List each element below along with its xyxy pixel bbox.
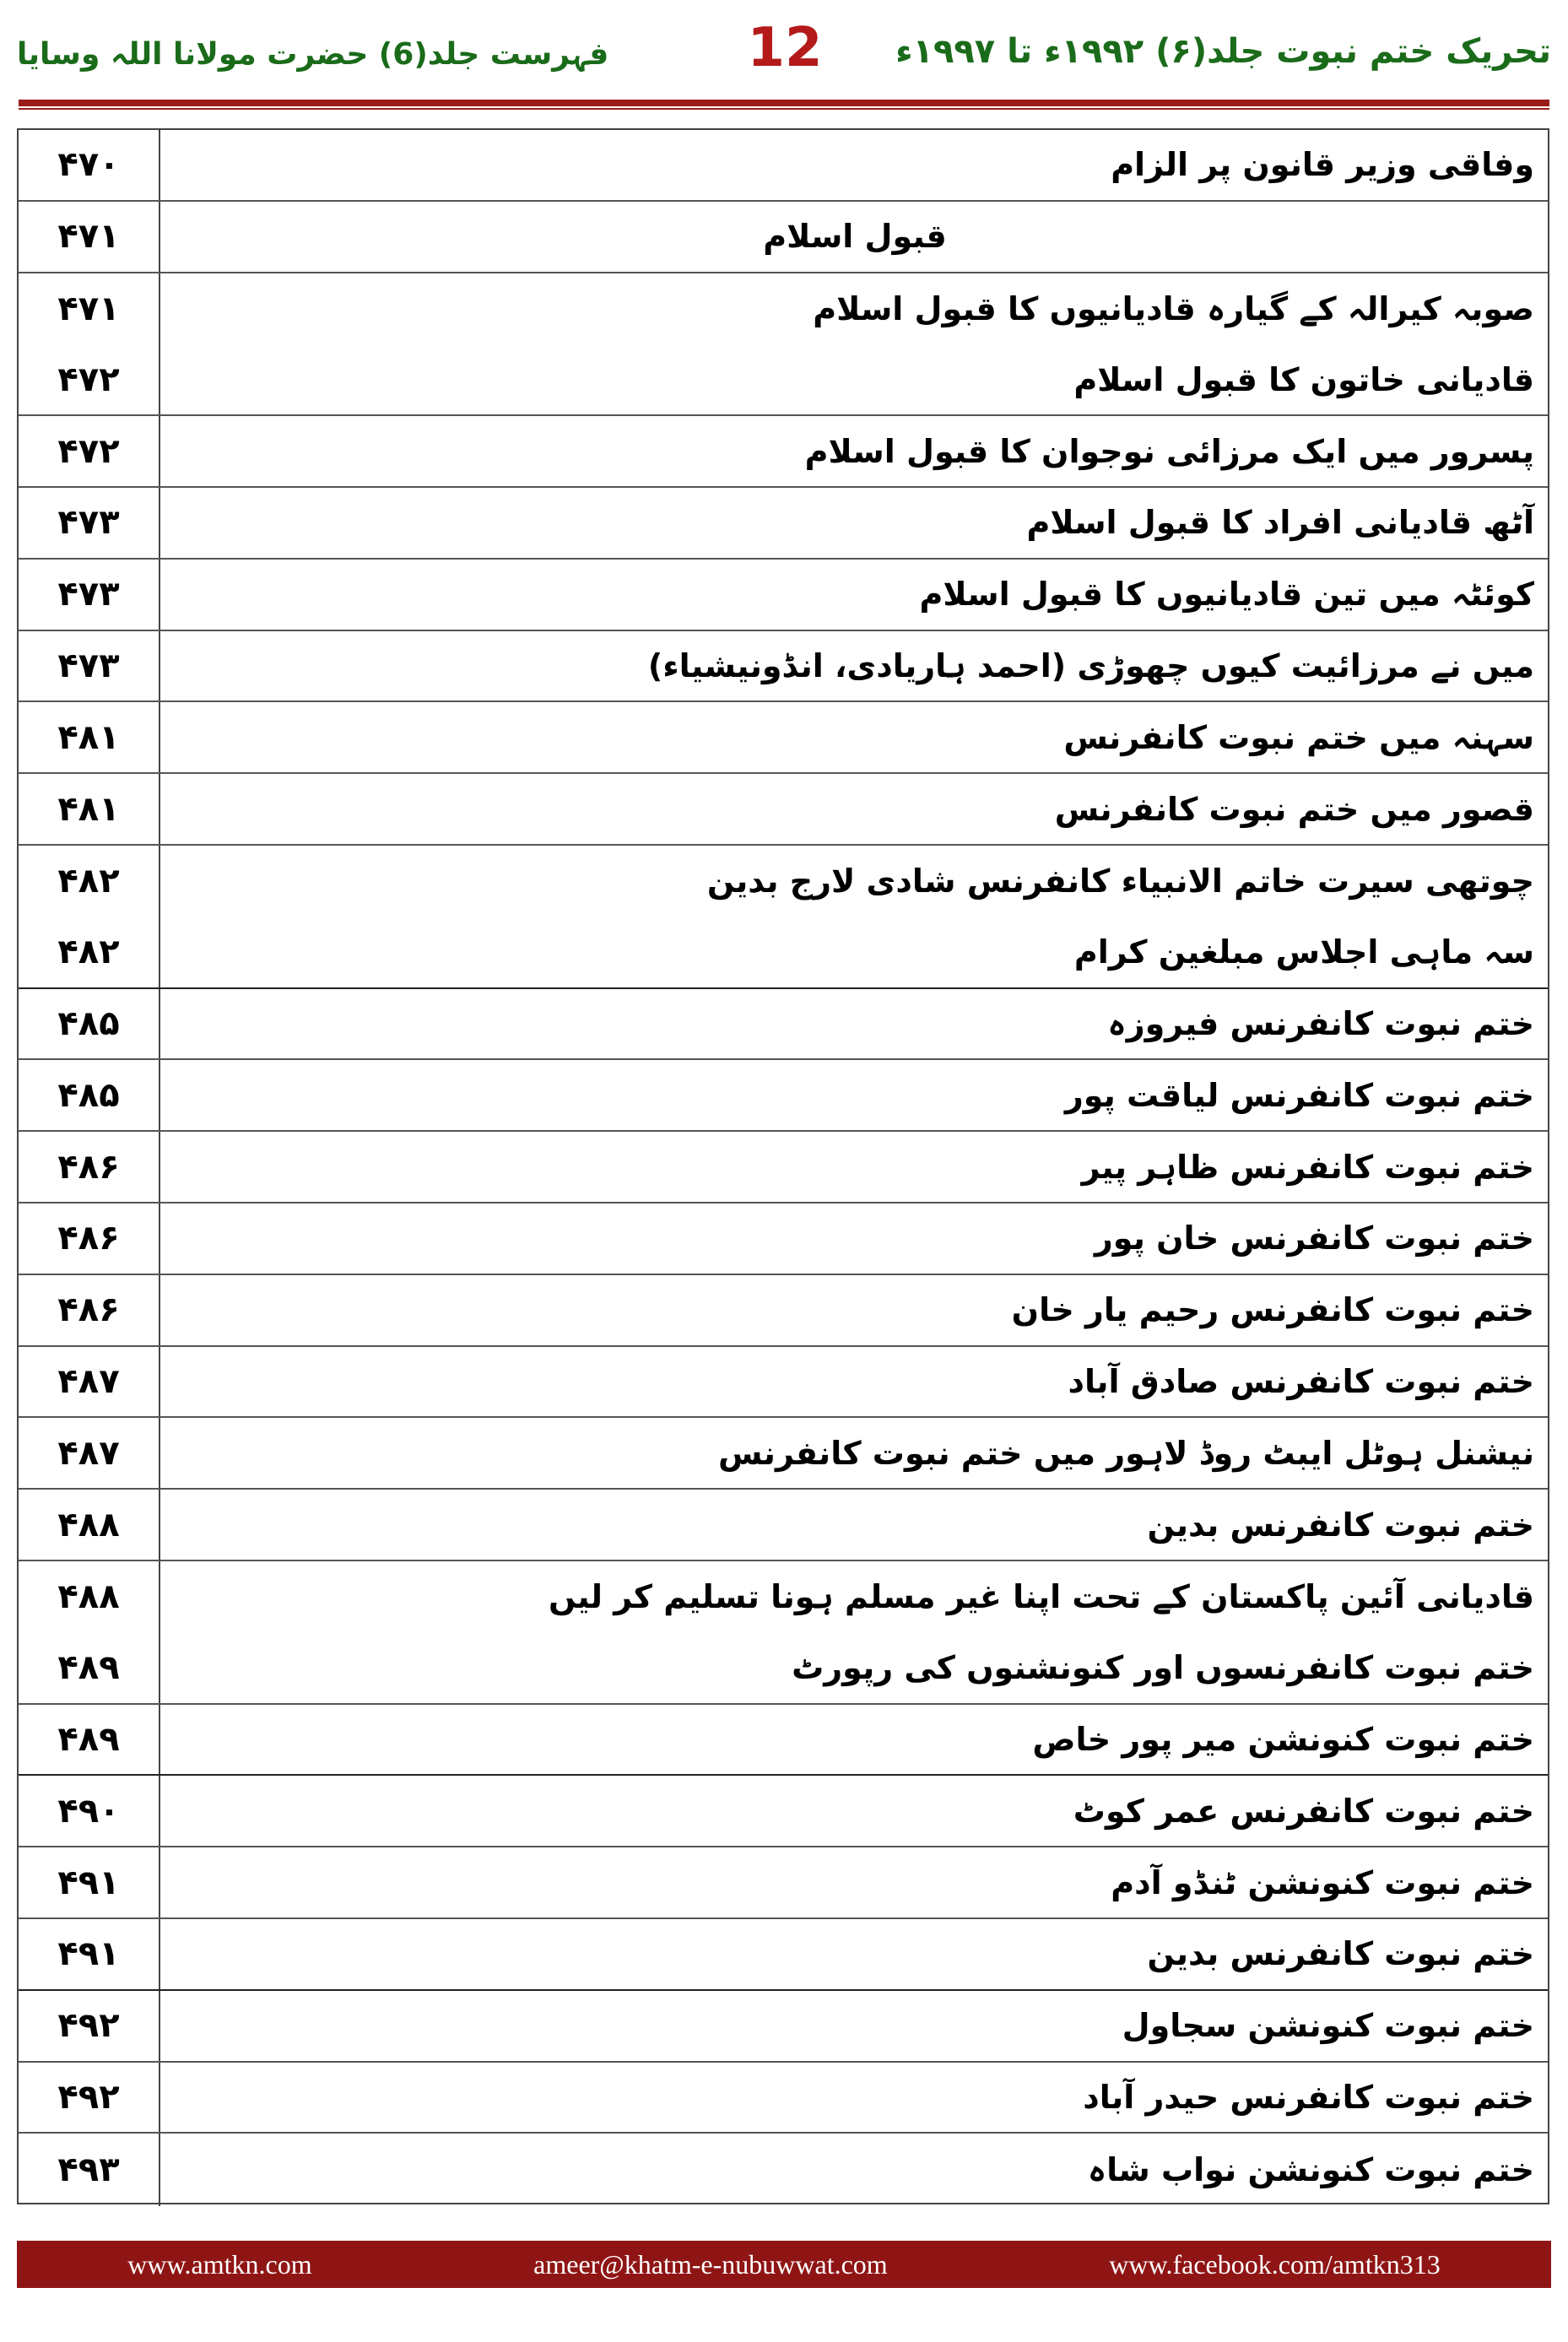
toc-row: [19, 1847, 1548, 1919]
toc-page: ۴۷۳: [57, 575, 120, 614]
toc-page: ۴۸۵: [57, 1075, 120, 1115]
toc-row: [19, 631, 1548, 703]
page-footer: [17, 2241, 1551, 2288]
toc-row: [19, 2063, 1548, 2134]
toc-row: [19, 344, 1548, 416]
toc-title: ختم نبوت کانفرنس ظاہر پیر: [1081, 1148, 1534, 1186]
toc-page: ۴۹۱: [57, 1934, 120, 1974]
toc-page: ۴۸۷: [57, 1433, 120, 1473]
toc-row: [19, 917, 1548, 989]
toc-title: سہ ماہی اجلاس مبلغین کرام: [1073, 933, 1534, 971]
facebook-link[interactable]: www.facebook.com/amtkn313: [1109, 2248, 1441, 2280]
toc-page: ۴۸۶: [57, 1290, 120, 1330]
toc-page: ۴۷۳: [57, 503, 120, 543]
toc-row: [19, 1776, 1548, 1847]
toc-page: ۴۸۲: [57, 862, 120, 901]
toc-page: ۴۸۵: [57, 1003, 120, 1043]
toc-title: ختم نبوت کانفرنس صادق آباد: [1068, 1362, 1534, 1400]
toc-row: [19, 1490, 1548, 1561]
page-number: 12: [747, 17, 823, 79]
toc-title: ختم نبوت کنونشن میر پور خاص: [1032, 1720, 1534, 1758]
toc-row: [19, 774, 1548, 846]
toc-row: [19, 1633, 1548, 1705]
toc-title: ختم نبوت کانفرنس عمر کوٹ: [1073, 1792, 1534, 1830]
toc-page: ۴۸۸: [57, 1577, 120, 1617]
toc-title: وفاقی وزیر قانون پر الزام: [1111, 146, 1534, 184]
toc-row: [19, 2134, 1548, 2205]
toc-page: ۴۹۱: [57, 1863, 120, 1902]
toc-page: ۴۸۶: [57, 1147, 120, 1187]
book-title: تحریک ختم نبوت جلد(۶) ۱۹۹۲ء تا ۱۹۹۷ء: [895, 32, 1551, 71]
toc-page: ۴۸۱: [57, 789, 120, 829]
toc-title: صوبہ کیرالہ کے گیارہ قادیانیوں کا قبول اسلام: [813, 289, 1534, 327]
toc-page: ۴۹۳: [57, 2150, 120, 2189]
toc-row: [19, 1705, 1548, 1777]
toc-row: [19, 1132, 1548, 1203]
toc-title: ختم نبوت کانفرنس حیدر آباد: [1083, 2078, 1534, 2116]
toc-title: ختم نبوت کنونشن ٹنڈو آدم: [1111, 1863, 1534, 1901]
toc-page: ۴۷۱: [57, 217, 120, 257]
toc-row: [19, 488, 1548, 560]
toc-page: ۴۹۲: [57, 2006, 120, 2046]
website-link[interactable]: www.amtkn.com: [127, 2248, 312, 2280]
toc-title: کوئٹہ میں تین قادیانیوں کا قبول اسلام: [919, 576, 1534, 614]
toc-row: [19, 1919, 1548, 1991]
toc-title: ختم نبوت کانفرنس بدین: [1147, 1935, 1534, 1973]
toc-title: چوتھی سیرت خاتم الانبیاء کانفرنس شادی لارج بدین: [706, 863, 1534, 901]
email-link[interactable]: ameer@khatm-e-nubuwwat.com: [533, 2248, 888, 2280]
toc-page: ۴۸۸: [57, 1505, 120, 1544]
toc-title: ختم نبوت کانفرنس رحیم یار خان: [1011, 1291, 1534, 1329]
header-rule-thick: [19, 100, 1549, 106]
toc-page: ۴۷۲: [57, 431, 120, 471]
toc-title: ختم نبوت کنونشن سجاول: [1122, 2007, 1534, 2045]
toc-page: ۴۷۱: [57, 289, 120, 328]
toc-page: ۴۸۱: [57, 717, 120, 757]
page-header: [0, 0, 1568, 101]
toc-title: قصور میں ختم نبوت کانفرنس: [1054, 790, 1534, 828]
toc-title: نیشنل ہوٹل ایبٹ روڈ لاہور میں ختم نبوت کانفرنس: [717, 1434, 1534, 1472]
toc-title: ختم نبوت کانفرنس خان پور: [1094, 1220, 1534, 1258]
toc-title: ختم نبوت کانفرنس بدین: [1147, 1506, 1534, 1544]
toc-row: [19, 846, 1548, 917]
toc-page: ۴۸۲: [57, 933, 120, 972]
toc-row: [19, 989, 1548, 1061]
toc-row: [19, 1275, 1548, 1347]
toc-title: ختم نبوت کانفرنسوں اور کنونشنوں کی رپورٹ: [792, 1649, 1534, 1687]
toc-page: ۴۷۳: [57, 646, 120, 685]
table-of-contents: [17, 128, 1549, 2204]
toc-page: ۴۸۶: [57, 1219, 120, 1258]
index-title: فہرست جلد(6) حضرت مولانا اللہ وسایا: [17, 37, 609, 72]
toc-row: [19, 416, 1548, 488]
toc-row: [19, 1991, 1548, 2063]
toc-page: ۴۷۰: [57, 145, 120, 185]
toc-page: ۴۸۹: [57, 1719, 120, 1759]
toc-title: قادیانی آئین پاکستان کے تحت اپنا غیر مسلم ہونا تسلیم کر لیں: [549, 1578, 1534, 1616]
toc-row: [19, 560, 1548, 631]
toc-row: [19, 1347, 1548, 1419]
toc-title: سہنہ میں ختم نبوت کانفرنس: [1063, 718, 1534, 756]
header-rule-thin: [19, 108, 1549, 110]
toc-title: ختم نبوت کانفرنس فیروزہ: [1107, 1004, 1534, 1042]
toc-row: [19, 1060, 1548, 1132]
toc-row: [19, 1418, 1548, 1490]
toc-row: [19, 702, 1548, 774]
toc-title: قادیانی خاتون کا قبول اسلام: [1073, 360, 1534, 398]
toc-section-heading: قبول اسلام: [763, 218, 947, 256]
toc-page: ۴۸۷: [57, 1361, 120, 1401]
toc-page: ۴۷۲: [57, 360, 120, 399]
toc-title: میں نے مرزائیت کیوں چھوڑی (احمد ہاریادی، انڈونیشیاء): [647, 646, 1534, 684]
toc-title: ختم نبوت کنونشن نواب شاہ: [1087, 2150, 1534, 2188]
toc-row: [19, 1203, 1548, 1275]
toc-page: ۴۸۹: [57, 1648, 120, 1688]
toc-row: [19, 1561, 1548, 1633]
toc-title: آٹھ قادیانی افراد کا قبول اسلام: [1026, 504, 1534, 542]
toc-title: پسرور میں ایک مرزائی نوجوان کا قبول اسلام: [804, 432, 1534, 470]
toc-page: ۴۹۲: [57, 2077, 120, 2117]
toc-title: ختم نبوت کانفرنس لیاقت پور: [1064, 1076, 1534, 1114]
toc-page: ۴۹۰: [57, 1791, 120, 1831]
toc-section-heading-row: [19, 202, 1548, 273]
toc-row: [19, 130, 1548, 202]
toc-row: [19, 273, 1548, 345]
